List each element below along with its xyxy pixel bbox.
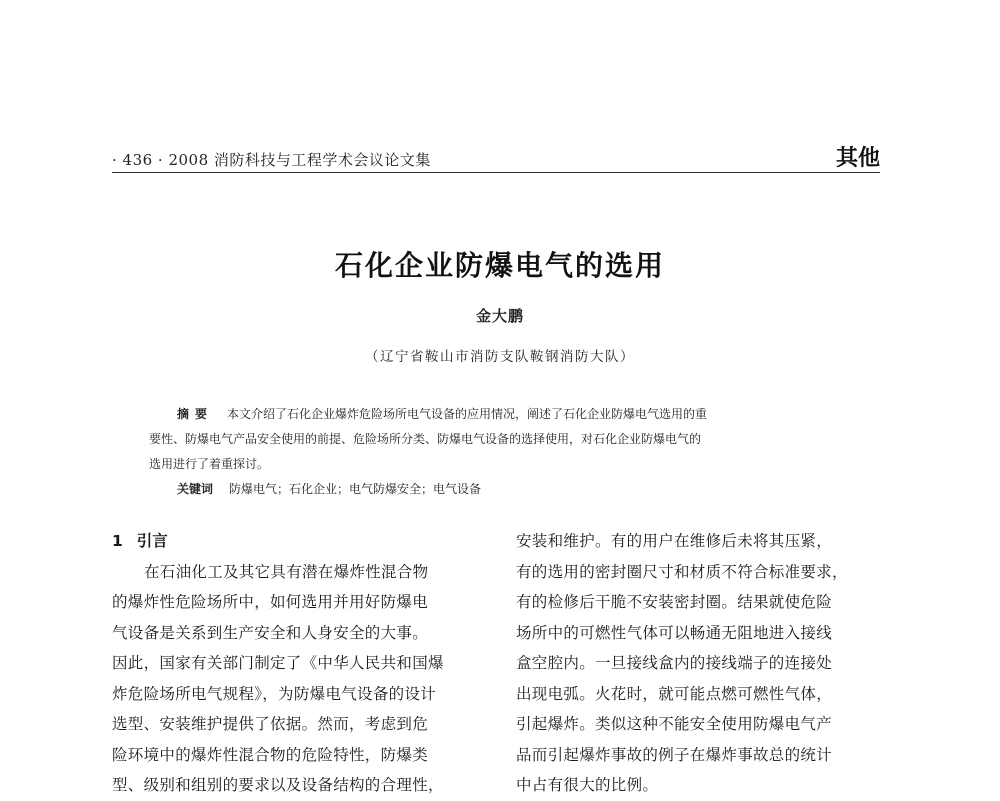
article-author: 金大鹏 [475,307,524,325]
body-line: 气设备是关系到生产安全和人身安全的大事。 [112,623,429,642]
running-header [112,146,880,174]
running-head-text: · 436 · 2008 消防科技与工程学术会议论文集 [112,151,431,169]
body-line: 场所中的可燃性气体可以畅通无阻地进入接线 [516,623,833,642]
keywords-label: 关键词 [177,482,214,496]
abstract-line: 选用进行了着重探讨。 [149,457,270,471]
body-line: 险环境中的爆炸性混合物的危险特性，防爆类 [112,745,429,764]
body-line: 盒空腔内。一旦接线盒内的接线端子的连接处 [516,654,833,672]
article-title: 石化企业防爆电气的选用 [334,249,665,282]
abstract-line: 要性、防爆电气产品安全使用的前提、危险场所分类、防爆电气设备的选择使用，对石化企业防爆电气的 [149,432,702,446]
body-line: 安装和维护。有的用户在维修后未将其压紧， [516,532,833,550]
body-line: 型、级别和组别的要求以及设备结构的合理性， [112,776,444,794]
abstract-text: 本文介绍了石化企业爆炸危险场所电气设备的应用情况，阐述了石化企业防爆电气选用的重 [227,407,708,421]
section-number: 1 [112,532,123,550]
body-column-right [516,526,896,801]
keywords-text: 防爆电气；石化企业；电气防爆安全；电气设备 [229,482,482,496]
section-heading [112,526,492,557]
body-line: 的爆炸性危险场所中，如何选用并用好防爆电 [112,593,429,611]
body-line: 有的检修后干脆不安装密封圈。结果就使危险 [516,593,833,611]
body-line: 有的选用的密封圈尺寸和材质不符合标准要求， [516,562,848,581]
body-line: 在石油化工及其它具有潜在爆炸性混合物 [144,562,429,581]
body-line: 因此，国家有关部门制定了《中华人民共和国爆 [112,654,444,672]
body-line: 出现电弧。火花时，就可能点燃可燃性气体， [516,684,833,703]
header-rule [112,172,880,173]
body-line: 选型、安装维护提供了依据。然而，考虑到危 [112,715,429,733]
section-title: 引言 [136,532,168,550]
abstract-label: 摘要 [177,407,214,421]
body-line: 品而引起爆炸事故的例子在爆炸事故总的统计 [516,745,833,764]
body-column-left [112,526,492,801]
body-line: 中占有很大的比例。 [516,776,659,794]
body-line: 引起爆炸。类似这种不能安全使用防爆电气产 [516,715,833,733]
article-affiliation: （辽宁省鞍山市消防支队鞍钢消防大队） [365,349,635,365]
keywords-line [149,477,849,502]
body-line: 炸危险场所电气规程》，为防爆电气设备的设计 [112,684,437,703]
abstract-line [149,402,849,427]
section-label: 其他 [835,146,880,171]
abstract-block [149,402,849,502]
